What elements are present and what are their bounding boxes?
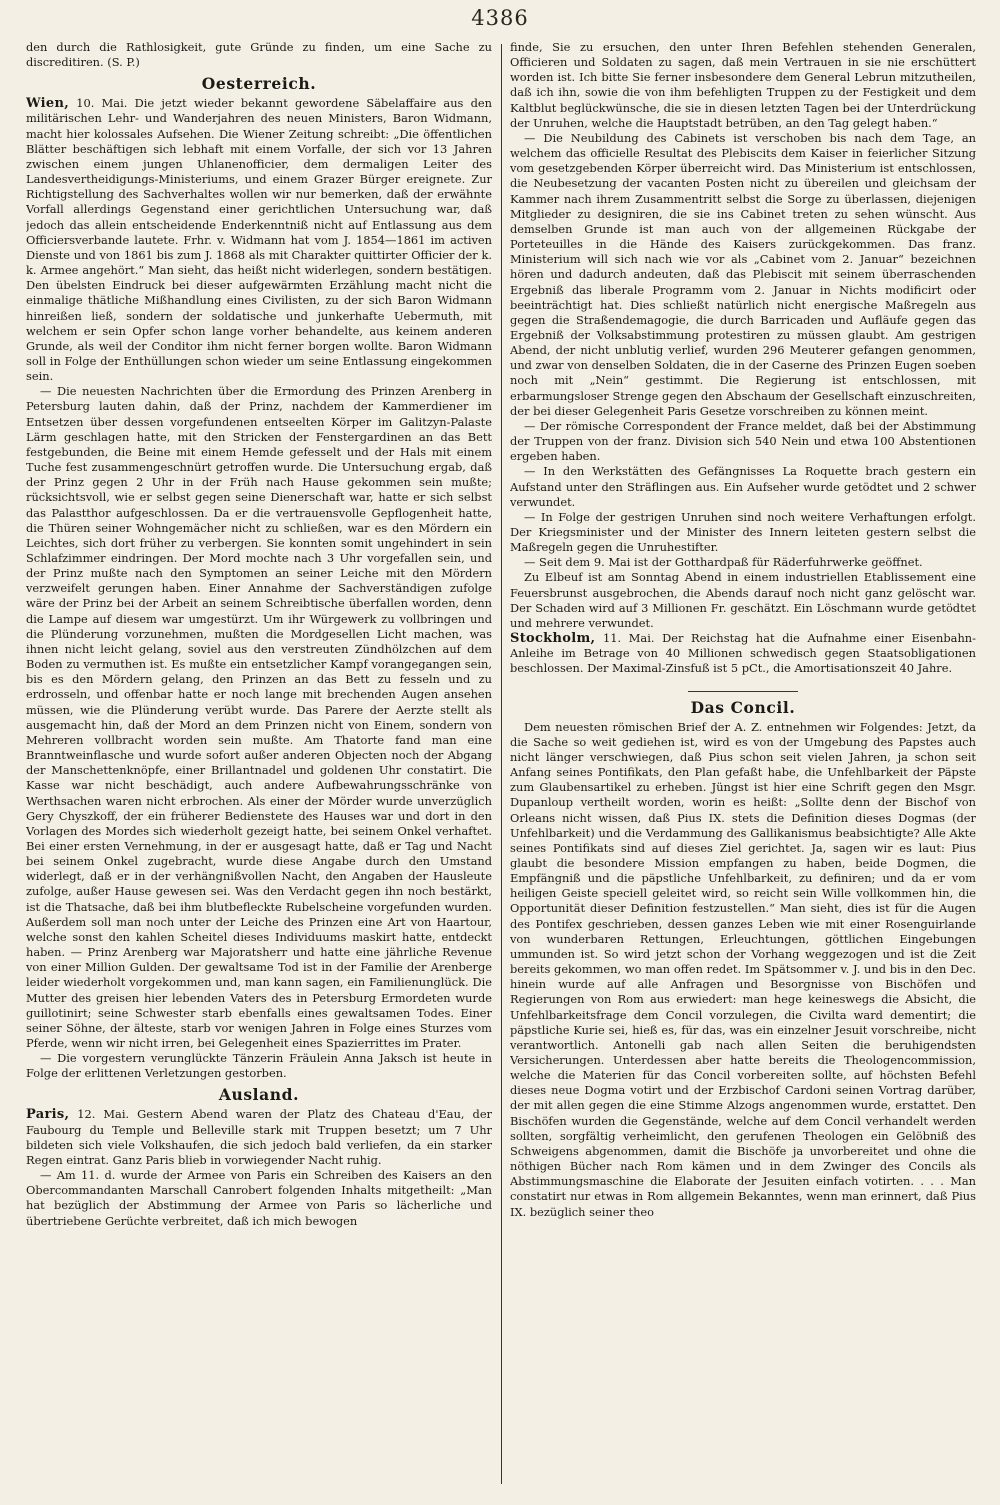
heading-oesterreich: Oesterreich. — [201, 74, 317, 94]
dateline: Wien, — [26, 96, 70, 112]
article-paragraph — [26, 1107, 492, 1168]
article-paragraph: — Die vorgestern verunglückte Tänzerin Fräulein Anna Jaksch ist heute in Folge der erlittenen Verletzungen gestorben. — [26, 1051, 492, 1081]
article-paragraph: Zu Elbeuf ist am Sonntag Abend in einem industriellen Etablissement eine Feuersbrunst ausgebrochen, die Abends darauf noch nicht ganz gelöscht war. Der Schaden wird auf 3 Millionen Fr. geschätzt. Ein Löschmann wurde getödtet und mehrere verwundet. — [510, 570, 976, 630]
article-paragraph — [26, 96, 492, 384]
page-number: 4386 — [471, 6, 529, 30]
article-paragraph: — Die neuesten Nachrichten über die Ermordung des Prinzen Arenberg in Petersburg lauten dahin, daß der Prinz, nachdem der Kammerdiener im Entsetzen über dessen vorgefundenen entseelten Körper im Galitzyn-Palaste Lärm geschlagen hatte, mit den Stricken der Fenstergardinen an das Bett festgebunden, die Beine mit einem Hemde gefesselt und der Hals mit einem Tuche fest zusammengeschnürt getroffen wurde. Die Untersuchung ergab, daß der Prinz gegen 2 Uhr in der Früh nach Hause gekommen sein mußte; rücksichtsvoll, wie er selbst gegen seine Dienerschaft war, hatte er sich selbst das Palastthor aufgeschlossen. Da er die vertrauensvolle Gepflogenheit hatte, die Thüren seiner Wohngemächer nicht zu schließen, war es den Mördern ein Leichtes, sich dort früher zu verbergen. Sie konnten somit ungehindert in sein Schlafzimmer eindringen. Der Mord mochte nach 3 Uhr vorgefallen sein, und der Prinz mußte nach den Symptomen an seiner Leiche mit den Mördern verzweifelt gerungen haben. Einer Annahme der Sachverständigen zufolge wäre der Prinz bei der Arbeit an seinem Schreibtische überfallen worden, denn die Lampe auf diesem war umgestürzt. Um ihr Würgewerk zu vollbringen und die Plünderung vorzunehmen, mußten die Mordgesellen Licht machen, was ihnen nicht leicht gelang, soviel aus den verstreuten Zündhölzchen auf dem Boden zu vermuthen ist. Es mußte ein entsetzlicher Kampf vorangegangen sein, bis es den Mördern gelang, den Prinzen an das Bett zu fesseln und zu erdrosseln, und offenbar hatte er noch lange mit brechenden Augen ansehen müssen, wie die Plünderung verübt wurde. Das Parere der Aerzte stellt als ausgemacht hin, daß der Mord an dem Prinzen nicht von Einem, sondern von Mehreren vollbracht worden sein mußte. Am Thatorte fand man eine Branntweinflasche und wurde sofort außer anderen Objecten noch der Abgang der Manschettenknöpfe, einer Brillantnadel und goldenen Uhr constatirt. Die Kasse war nicht beschädigt, auch andere Aufbewahrungsschränke von Werthsachen waren nicht erbrochen. Als einer der Mörder wurde unverzüglich Gery Chyszkoff, der ein früherer Bedienstete des Hauses war und dort in den Vorlagen des Mordes sich wiederholt gezeigt hatte, bei seinem Onkel verhaftet. Bei einer ersten Vernehmung, in der er ausgesagt hatte, daß er Tag und Nacht bei seinem Onkel zugebracht, wurde diese Angabe durch den Umstand widerlegt, daß er in der verhängnißvollen Nacht, den Angaben der Hausleute zufolge, außer Hause gewesen sei. Was den Verdacht gegen ihn noch bestärkt, ist die Thatsache, daß bei ihm blutbefleckte Rubelscheine vorgefunden wurden. Außerdem soll man noch unter der Leiche des Prinzen eine Art von Haartour, welche sonst den kahlen Scheitel dieses Individuums maskirt hatte, entdeckt haben. — Prinz Arenberg war Majoratsherr und hatte eine jährliche Revenue von einer Million Gulden. Der gewaltsame Tod ist in der Familie der Arenberge leider wiederholt vorgekommen und, man kann sagen, ein Familienunglück. Die Mutter des greisen hier lebenden Vaters des in Petersburg Ermordeten wurde guillotinirt; seine Schwester starb ebenfalls eines gewaltsamen Todes. Einer seiner Söhne, der älteste, starb vor wenigen Jahren in Folge eines Sturzes vom Pferde, wenn wir nicht irren, bei Gelegenheit eines Spazierrittes im Prater. — [26, 384, 492, 1050]
columns — [26, 40, 976, 1495]
article-paragraph: — Die Neubildung des Cabinets ist verschoben bis nach dem Tage, an welchem das officielle Resultat des Plebiscits dem Kaiser in feierlicher Sitzung vom gesetzgebenden Körper überreicht wird. Das Ministerium ist entschlossen, die Neubesetzung der vacanten Posten nicht zu übereilen und gleichsam der Kammer nach ihrem Zusammentritt selbst die Sorge zu überlassen, diejenigen Mitglieder zu designiren, die sie ins Cabinet treten zu sehen wünscht. Aus demselben Grunde ist man auch von der allgemeinen Rückgabe der Porteteuilles in die Hände des Kaisers zurückgekommen. Das franz. Ministerium will sich nach wie vor als „Cabinet vom 2. Januar“ bezeichnen hören und dadurch andeuten, daß das Plebiscit mit seinem überraschenden Ergebniß das liberale Programm vom 2. Januar in Nichts modificirt oder beeinträchtigt hat. Dies schließt natürlich nicht energische Maßregeln aus gegen die Straßendemagogie, die durch Barricaden und Aufläufe gegen das Ergebniß der Volksabstimmung protestiren zu müssen glaubt. Am gestrigen Abend, der nicht unblutig verlief, wurden 296 Meuterer gefangen genommen, und zwar von denselben Soldaten, die in der Caserne des Prinzen Eugen soeben noch mit „Nein“ gestimmt. Die Regierung ist entschlossen, mit erbarmungsloser Strenge gegen den Abschaum der Gesellschaft einzuschreiten, der bei dieser Gelegenheit Paris Gesetze vorschreiben zu können meint. — [510, 130, 976, 418]
article-paragraph: — Seit dem 9. Mai ist der Gotthardpaß für Räderfuhrwerke geöffnet. — [524, 555, 923, 570]
intro-paragraph: den durch die Rathlosigkeit, gute Gründe zu finden, um eine Sache zu discreditiren. (S. P.) — [26, 40, 492, 70]
section-separator — [688, 691, 798, 692]
dateline: Paris, — [26, 1107, 70, 1123]
article-text: 11. Mai. Der Reichstag hat die Aufnahme einer Eisenbahn-Anleihe im Betrage von 40 Millionen schwedisch gegen Staatsobligationen beschlossen. Der Maximal-Zinsfuß ist 5 pCt., die Amortisationszeit 40 Jahre. — [510, 631, 976, 676]
column-divider — [501, 44, 502, 1484]
article-paragraph: — In Folge der gestrigen Unruhen sind noch weitere Verhaftungen erfolgt. Der Kriegsminister und der Minister des Innern leiteten gestern selbst die Maßregeln gegen die Unruhestifter. — [510, 509, 976, 555]
article-paragraph — [510, 631, 976, 676]
article-paragraph: Dem neuesten römischen Brief der A. Z. entnehmen wir Folgendes: Jetzt, da die Sache so weit gediehen ist, wird es von der Umgebung des Papstes auch nicht länger verschwiegen, daß Pius schon seit vielen Jahren, ja schon seit Anfang seines Pontifikats, den Plan gefaßt habe, die Unfehlbarkeit der Päpste zum Glaubensartikel zu erheben. Jüngst ist hier eine Schrift gegen den Msgr. Dupanloup vertheilt worden, worin es heißt: „Sollte denn der Bischof von Orleans nicht wissen, daß Pius IX. stets die Definition dieses Dogmas (der Unfehlbarkeit) und die Verdammung des Gallikanismus beabsichtigte? Alle Akte seines Pontifikats sind auf dieses Ziel gerichtet. Ja, sagen wir es laut: Pius glaubt die besondere Mission empfangen zu haben, beide Dogmen, die Empfängniß und die päpstliche Unfehlbarkeit, zu definiren; und da er vom heiligen Geiste speciell geleitet wird, so reicht sein Wille vollkommen hin, die Opportunität dieser Definition festzustellen.“ Man sieht, dies ist für die Augen des Pontifex geschrieben, dessen ganzes Leben wie mit einer Rosenguirlande von wunderbaren Rettungen, Erleuchtungen, göttlichen Eingebungen ummunden ist. So wird jetzt schon der Vorhang weggezogen und ist die Zeit bereits gekommen, wo man offen redet. Im Spätsommer v. J. und bis in den Dec. hinein wurde auf alle Anfragen und Besorgnisse von Bischöfen und Regierungen von Rom aus erwiedert: man hege keineswegs die Absicht, die Unfehlbarkeitsfrage dem Concil vorzulegen, die Civilta ward dementirt; die päpstliche Kurie sei, hieß es, für das, was ein einzelner Jesuit vorschreibe, nicht verantwortlich. Antonelli gab nach allen Seiten die beruhigendsten Versicherungen. Unterdessen aber hatte bereits die Theologencommission, welche die Materien für das Concil vorbereiten sollte, auf höchsten Befehl dieses neue Dogma votirt und der Erzbischof Cardoni seinen Vortrag darüber, der mit allen gegen die eine Stimme Alzogs angenommen wurde, erstattet. Den Bischöfen wurden die Gegenstände, welche auf dem Concil verhandelt werden sollten, sorgfältig verheimlicht, den gerufenen Theologen ein Gelöbniß des Schweigens abgenommen, damit die Bischöfe ja unvorbereitet und ohne die nöthigen Bücher nach Rom kämen und in dem Zwinger des Concils als Abstimmungsmaschine die Elaborate der Jesuiten einfach votirten. . . . Man constatirt nur etwas in Rom allgemein Bekanntes, wenn man erinnert, daß Pius IX. bezüglich seiner theo — [510, 719, 976, 1219]
article-paragraph: — Am 11. d. wurde der Armee von Paris ein Schreiben des Kaisers an den Obercommandanten Marschall Canrobert folgenden Inhalts mitgetheilt: „Man hat bezüglich der Abstimmung der Armee von Paris so lächerliche und übertriebene Gerüchte verbreitet, daß ich mich bewogen — [26, 1168, 492, 1228]
dateline: Stockholm, — [510, 631, 596, 647]
article-paragraph: finde, Sie zu ersuchen, den unter Ihren Befehlen stehenden Generalen, Officieren und Soldaten zu sagen, daß mein Vertrauen in sie nie erschüttert worden ist. Ich bitte Sie ferner insbesondere dem General Lebrun mitzutheilen, daß ich ihn, sowie die von ihm befehligten Truppen zu der Festigkeit und dem Kaltblut beglückwünsche, die sie in diesen letzten Tagen bei der Unterdrückung der Unruhen, welche die Hauptstadt betrüben, an den Tag gelegt haben.“ — [510, 40, 976, 130]
heading-concil: Das Concil. — [690, 697, 796, 717]
left-column — [26, 40, 492, 1495]
article-paragraph: — Der römische Correspondent der France meldet, daß bei der Abstimmung der Truppen von der franz. Division sich 540 Nein und etwa 100 Abstentionen ergeben haben. — [510, 418, 976, 464]
article-paragraph: — In den Werkstätten des Gefängnisses La Roquette brach gestern ein Aufstand unter den Sträflingen aus. Ein Aufseher wurde getödtet und 2 schwer verwundet. — [510, 464, 976, 509]
article-text: 10. Mai. Die jetzt wieder bekannt gewordene Säbelaffaire aus den militärischen Lehr- und Wanderjahren des neuen Ministers, Baron Widmann, macht hier kolossales Aufsehen. Die Wiener Zeitung schreibt: „Die öffentlichen Blätter beschäftigen sich lebhaft mit einem Vorfalle, der sich vor 13 Jahren zwischen einem jungen Uhlanenofficier, dem dermaligen Leiter des Landesvertheidigungs-Ministeriums, und einem Grazer Bürger ereignete. Zur Richtigstellung des Sachverhaltes wollen wir nur bemerken, daß der erwähnte Vorfall allerdings Gegenstand einer gerichtlichen Untersuchung war, daß jedoch das allein entscheidende Enderkenntniß nicht auf Entlassung aus dem Officiersverbande lautete. Frhr. v. Widmann hat vom J. 1854—1861 im activen Dienste und von 1861 bis zum J. 1868 als mit Charakter quittirter Officier der k. k. Armee angehört.“ Man sieht, das heißt nicht widerlegen, sondern bestätigen. Den übelsten Eindruck bei dieser aufgewärmten Erzählung macht nicht die einmalige thätliche Mißhandlung eines Civilisten, zu der sich Baron Widmann hinreißen ließ, sondern der soldatische und junkerhafte Uebermuth, mit welchem er sein Opfer schon lange vorher behandelte, aus keinem anderen Grunde, als weil der Conditor ihm nicht ferner borgen wollte. Baron Widmann soll in Folge der Enthüllungen schon wieder um seine Entlassung eingekommen sein. — [26, 96, 492, 384]
heading-ausland: Ausland. — [218, 1085, 300, 1105]
right-column — [510, 40, 976, 1495]
article-text: 12. Mai. Gestern Abend waren der Platz des Chateau d'Eau, der Faubourg du Temple und Belleville stark mit Truppen besetzt; um 7 Uhr bildeten sich viele Volkshaufen, die sich jedoch bald verliefen, da ein starker Regen eintrat. Ganz Paris blieb in vorwiegender Nacht ruhig. — [26, 1107, 492, 1167]
